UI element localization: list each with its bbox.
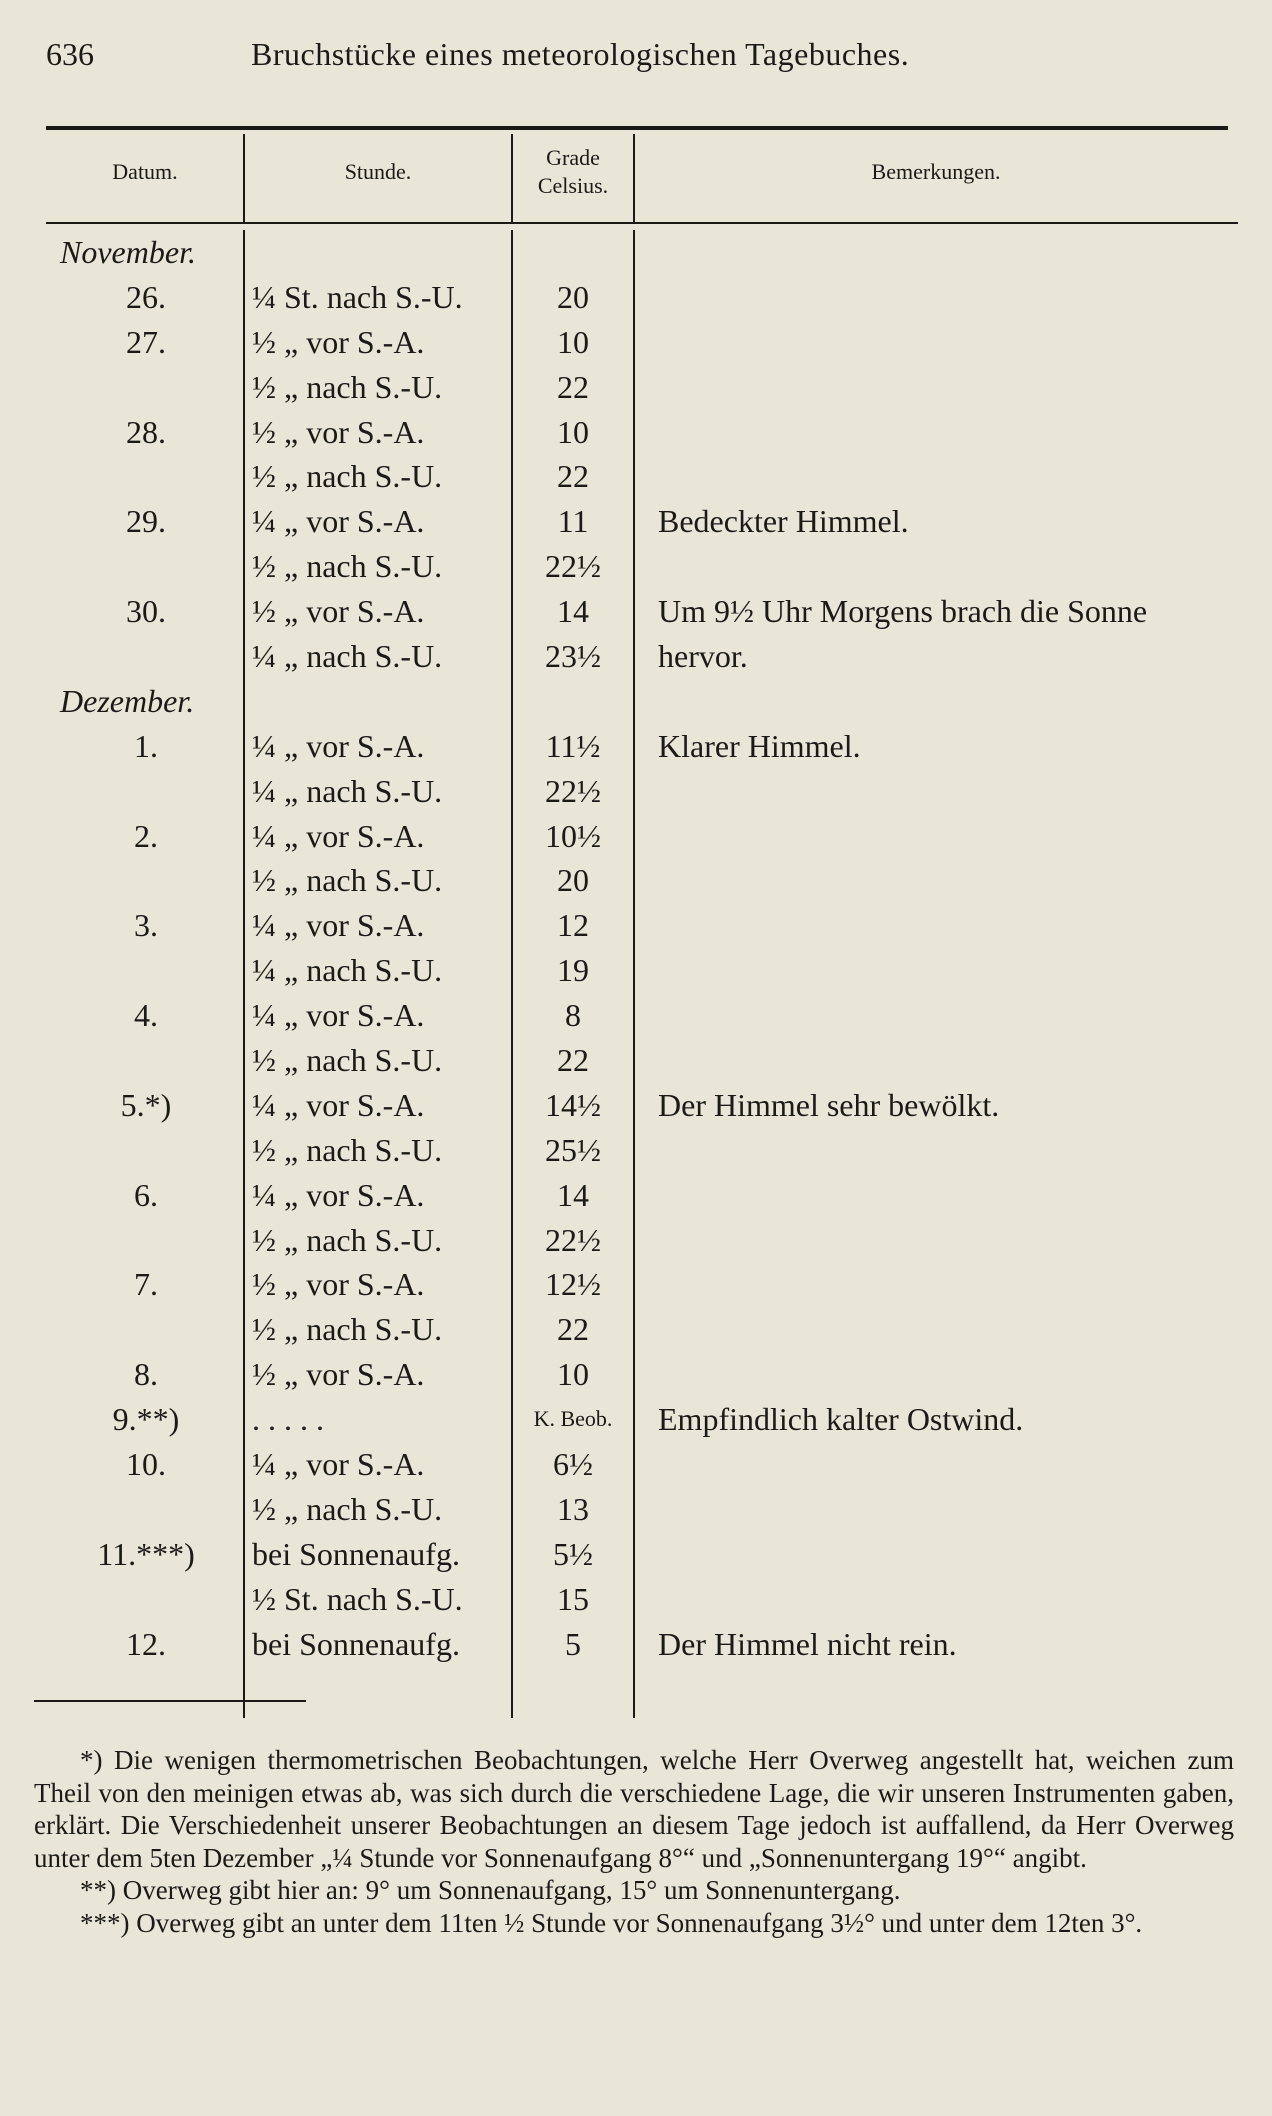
row-bemerkung: Der Himmel sehr bewölkt. bbox=[658, 1086, 1000, 1123]
table-row bbox=[46, 724, 1238, 769]
row-datum: Dezember. bbox=[60, 682, 195, 719]
table-row bbox=[46, 1083, 1238, 1128]
row-stunde: ¼ „ nach S.-U. bbox=[252, 952, 443, 989]
row-datum: 11.***) bbox=[97, 1535, 195, 1572]
row-bemerkung: Klarer Himmel. bbox=[658, 727, 861, 764]
row-datum: 12. bbox=[126, 1625, 166, 1662]
table-row bbox=[46, 499, 1238, 544]
table-row bbox=[46, 1442, 1238, 1487]
column-header-stunde: Stunde. bbox=[344, 159, 412, 184]
row-datum: 1. bbox=[134, 727, 158, 764]
table-row bbox=[46, 1397, 1238, 1442]
page-number: 636 bbox=[46, 36, 94, 72]
row-grade: 10 bbox=[557, 1356, 589, 1393]
table-row bbox=[46, 230, 1238, 275]
row-stunde: ¼ „ vor S.-A. bbox=[252, 817, 425, 854]
row-datum: November. bbox=[60, 234, 196, 270]
row-grade: 22 bbox=[557, 368, 589, 405]
row-grade: 22½ bbox=[545, 772, 601, 809]
table-body bbox=[46, 230, 1238, 1667]
row-stunde: ¼ „ vor S.-A. bbox=[252, 503, 425, 540]
row-stunde: ½ „ nach S.-U. bbox=[252, 548, 443, 585]
page-header bbox=[46, 36, 1236, 86]
row-stunde: ½ St. nach S.-U. bbox=[252, 1580, 463, 1617]
column-header-grade-line1: Grade bbox=[546, 145, 600, 170]
row-stunde: ¼ „ vor S.-A. bbox=[252, 727, 425, 764]
row-stunde: ½ „ vor S.-A. bbox=[252, 1266, 425, 1303]
row-datum: 27. bbox=[126, 323, 166, 360]
row-stunde: ¼ „ vor S.-A. bbox=[252, 1446, 425, 1483]
table-row bbox=[46, 634, 1238, 679]
row-datum: 28. bbox=[126, 413, 166, 450]
row-stunde: ¼ „ vor S.-A. bbox=[252, 1176, 425, 1213]
row-grade: 19 bbox=[557, 952, 589, 989]
table-row bbox=[46, 544, 1238, 589]
row-stunde: ¼ „ nach S.-U. bbox=[252, 772, 443, 809]
table-row bbox=[46, 814, 1238, 859]
row-grade: 11 bbox=[557, 503, 589, 540]
row-bemerkung: Um 9½ Uhr Morgens brach die Sonne bbox=[658, 593, 1148, 630]
row-grade: 23½ bbox=[545, 638, 601, 675]
row-grade: 20 bbox=[557, 862, 589, 899]
row-datum: 29. bbox=[126, 503, 166, 540]
row-stunde: bei Sonnenaufg. bbox=[252, 1625, 460, 1662]
row-datum: 4. bbox=[134, 997, 158, 1034]
running-title: Bruchstücke eines meteorologischen Tagebuches. bbox=[251, 36, 910, 72]
row-datum: 26. bbox=[126, 278, 166, 315]
row-grade: 20 bbox=[557, 278, 589, 315]
row-grade: 14½ bbox=[545, 1086, 601, 1123]
footnote-rule bbox=[34, 1700, 306, 1702]
table-row bbox=[46, 858, 1238, 903]
table-header-rule bbox=[46, 222, 1238, 224]
table-row bbox=[46, 1622, 1238, 1667]
table-row bbox=[46, 993, 1238, 1038]
row-datum: 10. bbox=[126, 1446, 166, 1483]
row-grade: 22½ bbox=[545, 1221, 601, 1258]
row-stunde: ½ „ nach S.-U. bbox=[252, 368, 443, 405]
row-grade: 10½ bbox=[545, 817, 601, 854]
row-stunde: ½ „ vor S.-A. bbox=[252, 413, 425, 450]
row-stunde: ½ „ nach S.-U. bbox=[252, 1042, 443, 1079]
footnote: *) Die wenigen thermometrischen Beobachtungen, welche Herr Overweg angestellt hat, weichen zum Theil von den meinigen etwas ab, was sich durch die verschiedene Lage, die wir unseren Instrumenten gaben, erklärt. Die Verschiedenheit unserer Beobachtungen an diesem Tage jedoch ist auffallend, da Herr Overweg unter dem 5ten Dezember „¼ Stunde vor Sonnenaufgang 8°“ und „Sonnenuntergang 19°“ angibt. bbox=[34, 1745, 1234, 1873]
row-stunde: ½ „ vor S.-A. bbox=[252, 323, 425, 360]
row-grade: 6½ bbox=[553, 1446, 593, 1483]
row-grade: 22 bbox=[557, 1042, 589, 1079]
footnotes bbox=[34, 1744, 1234, 1940]
row-grade: 5½ bbox=[553, 1535, 593, 1572]
table-row bbox=[46, 1038, 1238, 1083]
row-stunde: ½ „ nach S.-U. bbox=[252, 862, 443, 899]
row-grade: 12 bbox=[557, 907, 589, 944]
table-row bbox=[46, 948, 1238, 993]
row-stunde: ½ „ nach S.-U. bbox=[252, 1131, 443, 1168]
row-grade: 12½ bbox=[545, 1266, 601, 1303]
row-bemerkung: Empfindlich kalter Ostwind. bbox=[658, 1401, 1024, 1438]
table-top-rule bbox=[46, 126, 1228, 130]
table-row bbox=[46, 903, 1238, 948]
row-stunde: ¼ „ vor S.-A. bbox=[252, 997, 425, 1034]
row-stunde: ½ „ nach S.-U. bbox=[252, 1490, 443, 1527]
footnote: ***) Overweg gibt an unter dem 11ten ½ Stunde vor Sonnenaufgang 3½° und unter dem 12ten 3°. bbox=[80, 1907, 1143, 1938]
row-grade: 10 bbox=[557, 323, 589, 360]
table-row bbox=[46, 320, 1238, 365]
row-stunde: . . . . . bbox=[252, 1401, 324, 1438]
table-row bbox=[46, 679, 1238, 724]
row-grade: 22 bbox=[557, 1311, 589, 1348]
row-grade: 22½ bbox=[545, 548, 601, 585]
row-datum: 3. bbox=[134, 907, 158, 944]
row-stunde: ½ „ vor S.-A. bbox=[252, 1356, 425, 1393]
row-stunde: ¼ „ nach S.-U. bbox=[252, 638, 443, 675]
row-stunde: bei Sonnenaufg. bbox=[252, 1535, 460, 1572]
row-grade: 5 bbox=[565, 1625, 581, 1662]
row-datum: 7. bbox=[134, 1266, 158, 1303]
table-row bbox=[46, 365, 1238, 410]
table-row bbox=[46, 1262, 1238, 1307]
row-grade: 14 bbox=[557, 593, 589, 630]
row-grade: 14 bbox=[557, 1176, 589, 1213]
row-stunde: ¼ „ vor S.-A. bbox=[252, 1086, 425, 1123]
row-stunde: ½ „ nach S.-U. bbox=[252, 458, 443, 495]
table-row bbox=[46, 275, 1238, 320]
row-grade: 11½ bbox=[545, 727, 601, 764]
row-grade: 25½ bbox=[545, 1131, 601, 1168]
table-row bbox=[46, 1173, 1238, 1218]
row-bemerkung: Bedeckter Himmel. bbox=[658, 503, 909, 540]
column-header-bemerkungen: Bemerkungen. bbox=[871, 159, 1001, 184]
row-datum: 30. bbox=[126, 593, 166, 630]
table-row bbox=[46, 589, 1238, 634]
row-grade: 13 bbox=[557, 1490, 589, 1527]
footnote: **) Overweg gibt hier an: 9° um Sonnenaufgang, 15° um Sonnenuntergang. bbox=[80, 1875, 901, 1906]
row-datum: 9.**) bbox=[112, 1401, 180, 1438]
column-header-grade bbox=[512, 144, 634, 200]
row-datum: 8. bbox=[134, 1356, 158, 1393]
row-bemerkung: Der Himmel nicht rein. bbox=[658, 1625, 957, 1662]
table-row bbox=[46, 1352, 1238, 1397]
row-stunde: ¼ St. nach S.-U. bbox=[252, 278, 463, 315]
table-row bbox=[46, 410, 1238, 455]
row-datum: 5.*) bbox=[120, 1086, 172, 1123]
table-row bbox=[46, 769, 1238, 814]
row-grade: 10 bbox=[557, 413, 589, 450]
table-row bbox=[46, 1307, 1238, 1352]
table-row bbox=[46, 1532, 1238, 1577]
row-grade: 22 bbox=[557, 458, 589, 495]
table-row bbox=[46, 454, 1238, 499]
row-stunde: ½ „ nach S.-U. bbox=[252, 1221, 443, 1258]
row-stunde: ½ „ nach S.-U. bbox=[252, 1311, 443, 1348]
row-grade: K. Beob. bbox=[533, 1406, 613, 1432]
row-bemerkung: hervor. bbox=[658, 638, 748, 675]
row-datum: 2. bbox=[134, 817, 158, 854]
row-datum: 6. bbox=[134, 1176, 158, 1213]
column-header-datum: Datum. bbox=[112, 159, 178, 184]
row-stunde: ¼ „ vor S.-A. bbox=[252, 907, 425, 944]
row-grade: 15 bbox=[557, 1580, 589, 1617]
table-row bbox=[46, 1218, 1238, 1263]
row-grade: 8 bbox=[565, 997, 581, 1034]
column-header-grade-line2: Celsius. bbox=[537, 173, 609, 198]
table-row bbox=[46, 1128, 1238, 1173]
table-row bbox=[46, 1577, 1238, 1622]
row-stunde: ½ „ vor S.-A. bbox=[252, 593, 425, 630]
table-row bbox=[46, 1487, 1238, 1532]
